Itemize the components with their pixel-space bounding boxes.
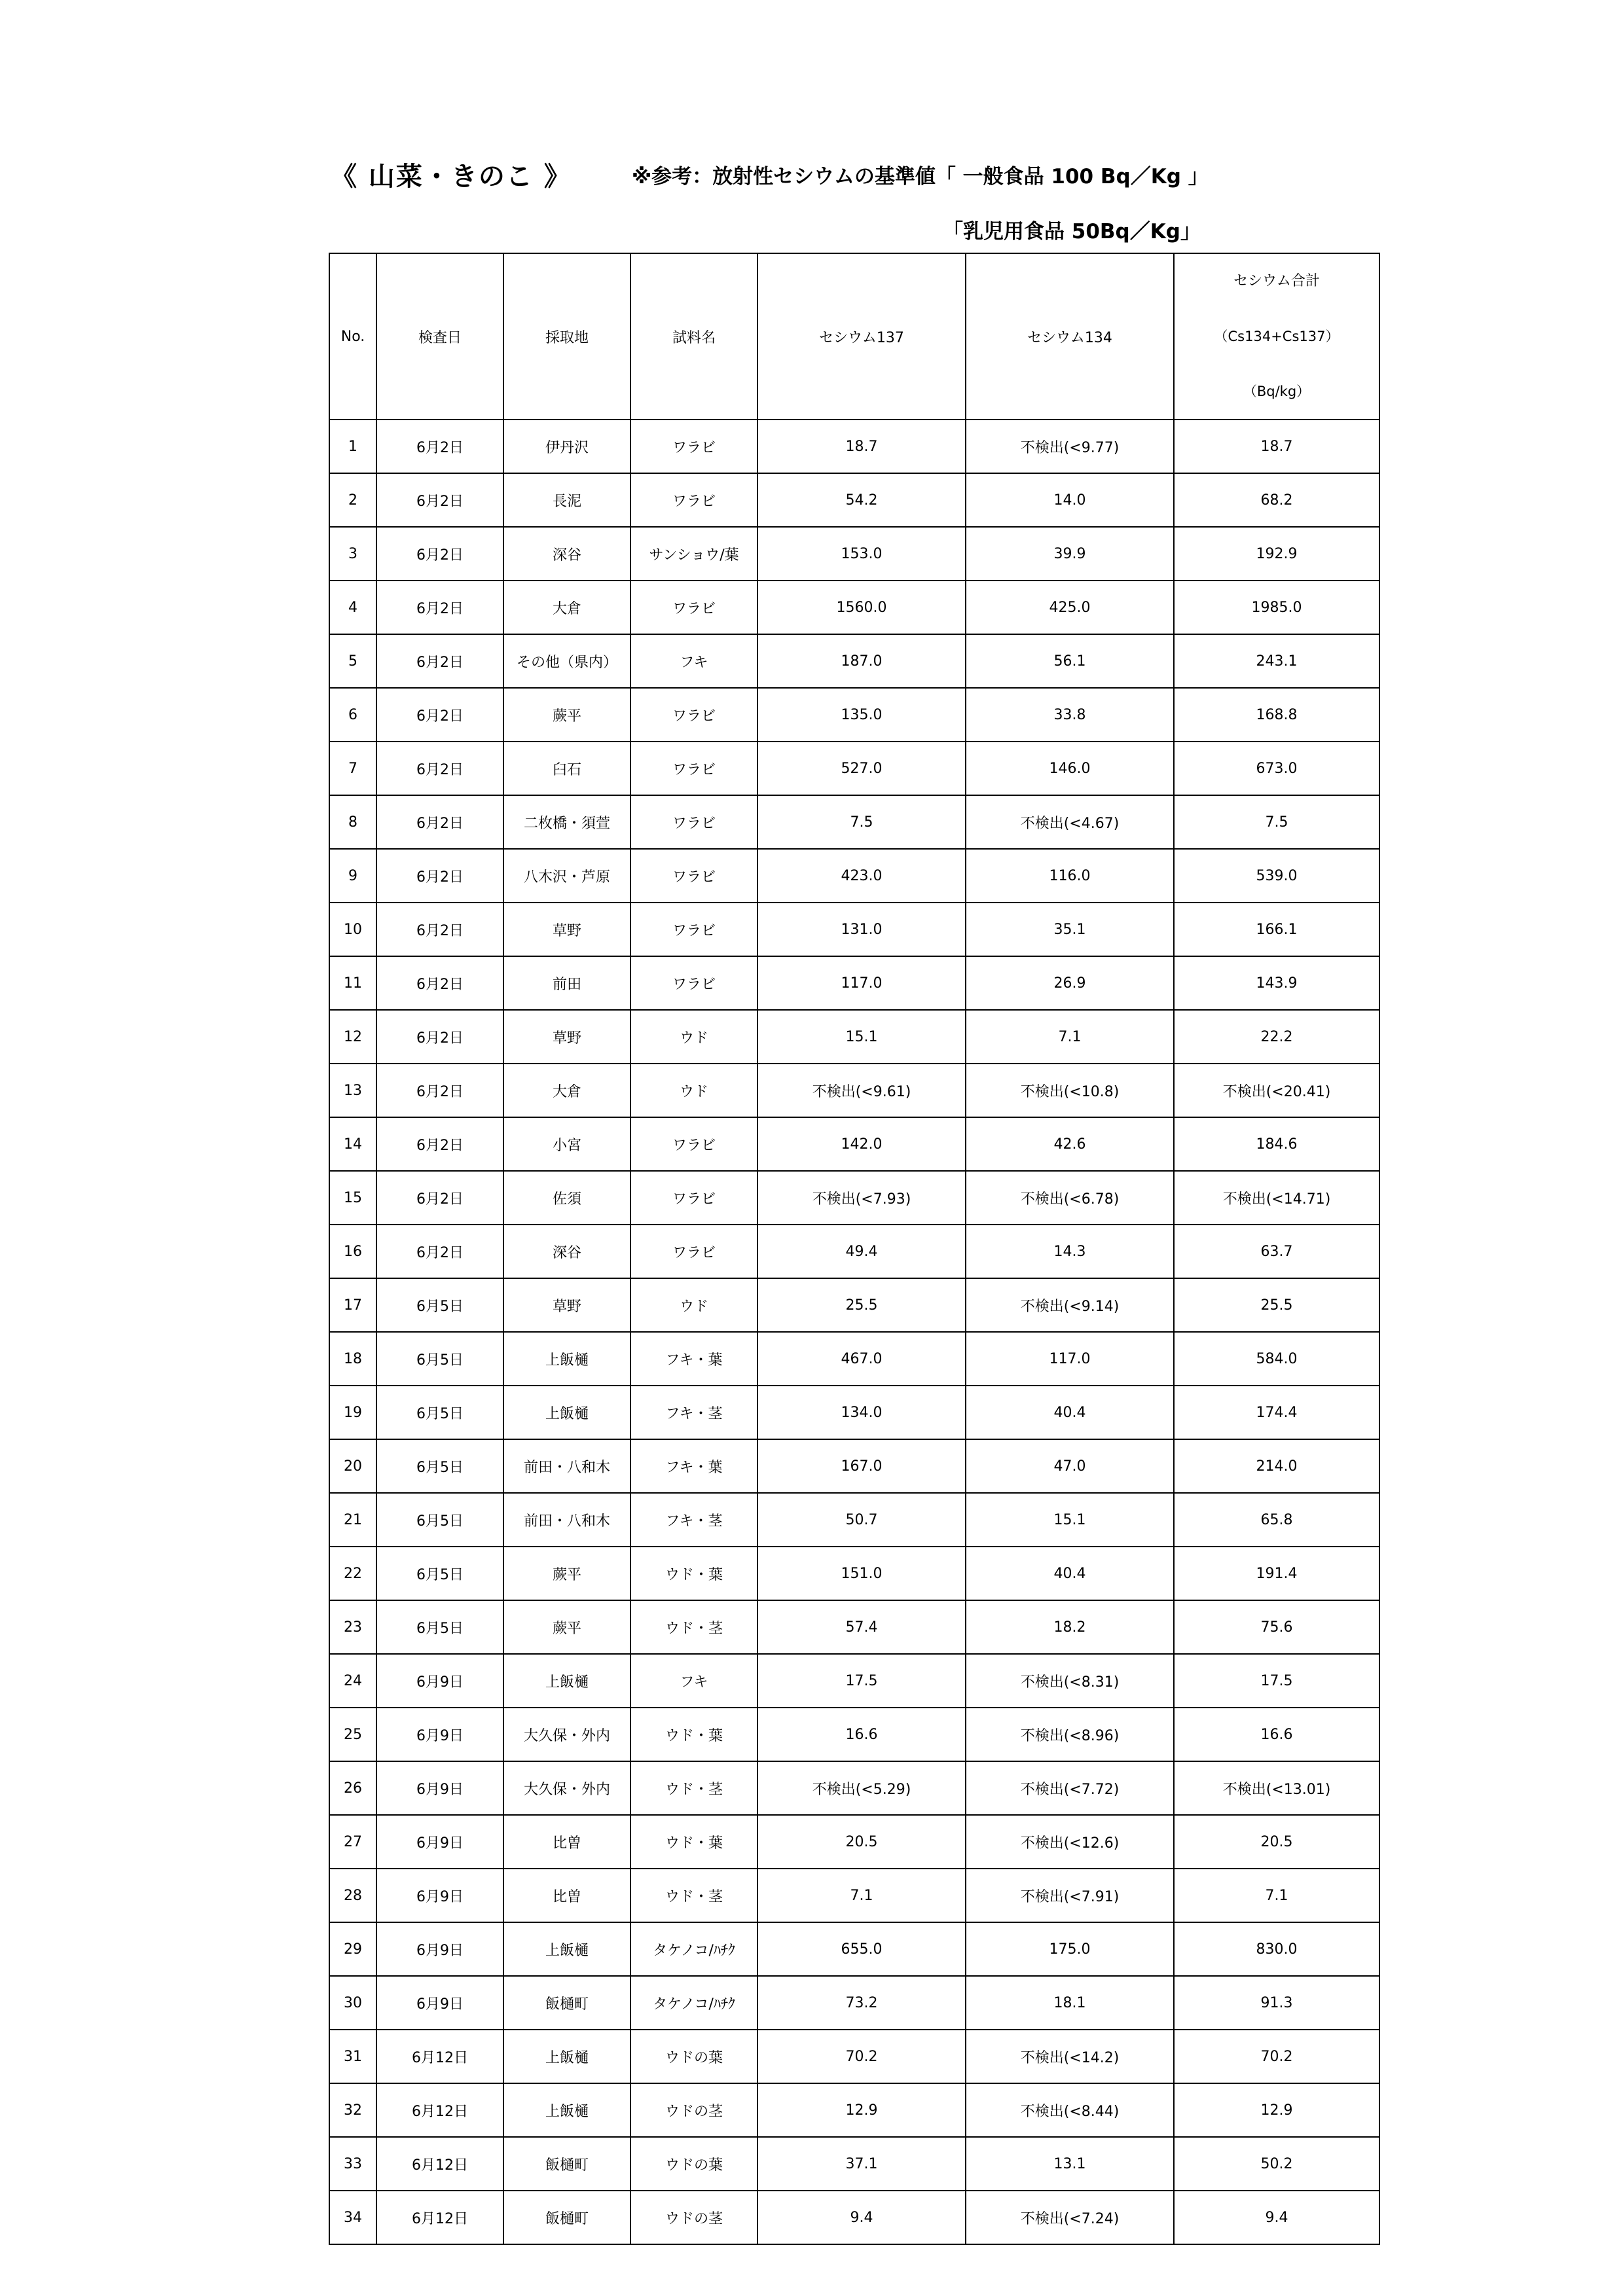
table-row — [329, 1439, 1379, 1493]
cell-cs134: 26.9 — [966, 956, 1174, 1010]
cell-cs137: 12.9 — [757, 2083, 966, 2137]
table-row — [329, 1547, 1379, 1600]
cell-date: 6月2日 — [376, 581, 503, 634]
cell-cs137: 15.1 — [757, 1010, 966, 1064]
cell-sample: ウド・葉 — [630, 1708, 757, 1761]
table-body — [329, 420, 1379, 2244]
header-row — [329, 253, 1379, 420]
cell-cs134: 7.1 — [966, 1010, 1174, 1064]
table-row — [329, 1171, 1379, 1225]
cell-place: 上飯樋 — [503, 2083, 630, 2137]
cell-date: 6月12日 — [376, 2137, 503, 2191]
cell-date: 6月5日 — [376, 1547, 503, 1600]
cell-no: 29 — [329, 1922, 376, 1976]
cell-cs134: 40.4 — [966, 1386, 1174, 1439]
cell-date: 6月5日 — [376, 1493, 503, 1547]
table-row — [329, 742, 1379, 795]
cell-cs137: 151.0 — [757, 1547, 966, 1600]
cell-no: 26 — [329, 1761, 376, 1815]
cell-date: 6月2日 — [376, 1117, 503, 1171]
cell-total: 184.6 — [1174, 1117, 1379, 1171]
cell-cs137: 49.4 — [757, 1225, 966, 1278]
cell-no: 2 — [329, 473, 376, 527]
cell-date: 6月9日 — [376, 1654, 503, 1708]
cell-date: 6月2日 — [376, 527, 503, 581]
cell-no: 33 — [329, 2137, 376, 2191]
cell-total: 214.0 — [1174, 1439, 1379, 1493]
cell-cs134: 13.1 — [966, 2137, 1174, 2191]
cell-sample: ウド・茎 — [630, 1869, 757, 1922]
cell-total: 91.3 — [1174, 1976, 1379, 2030]
cell-cs137: 不検出(<5.29) — [757, 1761, 966, 1815]
cell-no: 24 — [329, 1654, 376, 1708]
cell-sample: フキ・茎 — [630, 1386, 757, 1439]
cell-sample: ウドの葉 — [630, 2137, 757, 2191]
cell-total: 63.7 — [1174, 1225, 1379, 1278]
cell-cs134: 175.0 — [966, 1922, 1174, 1976]
cell-cs137: 467.0 — [757, 1332, 966, 1386]
cell-total: 7.1 — [1174, 1869, 1379, 1922]
cell-cs137: 142.0 — [757, 1117, 966, 1171]
header-no: No. — [329, 253, 376, 420]
cell-cs134: 35.1 — [966, 903, 1174, 956]
cell-place: 上飯樋 — [503, 1386, 630, 1439]
cell-cs137: 117.0 — [757, 956, 966, 1010]
table-row — [329, 1761, 1379, 1815]
cell-no: 19 — [329, 1386, 376, 1439]
cell-total: 143.9 — [1174, 956, 1379, 1010]
cell-sample: サンショウ/葉 — [630, 527, 757, 581]
cell-total: 166.1 — [1174, 903, 1379, 956]
table-row — [329, 1332, 1379, 1386]
table-row — [329, 581, 1379, 634]
cell-total: 168.8 — [1174, 688, 1379, 742]
cell-no: 34 — [329, 2191, 376, 2244]
cell-date: 6月2日 — [376, 473, 503, 527]
cell-place: 上飯樋 — [503, 1922, 630, 1976]
cell-cs137: 135.0 — [757, 688, 966, 742]
cell-cs137: 7.5 — [757, 795, 966, 849]
cell-cs137: 423.0 — [757, 849, 966, 903]
table-row — [329, 1922, 1379, 1976]
cell-cs134: 不検出(<12.6) — [966, 1815, 1174, 1869]
cell-cs134: 33.8 — [966, 688, 1174, 742]
cell-cs134: 116.0 — [966, 849, 1174, 903]
cell-sample: ワラビ — [630, 1171, 757, 1225]
header-total-title: セシウム合計 — [1233, 273, 1320, 289]
cell-sample: ワラビ — [630, 688, 757, 742]
cell-cs134: 不検出(<9.14) — [966, 1278, 1174, 1332]
cell-place: 上飯樋 — [503, 1332, 630, 1386]
table-row — [329, 795, 1379, 849]
cell-cs137: 不検出(<7.93) — [757, 1171, 966, 1225]
cell-total: 17.5 — [1174, 1654, 1379, 1708]
cell-sample: フキ — [630, 1654, 757, 1708]
cell-date: 6月2日 — [376, 1171, 503, 1225]
cell-date: 6月2日 — [376, 742, 503, 795]
cell-total: 191.4 — [1174, 1547, 1379, 1600]
cell-total: 174.4 — [1174, 1386, 1379, 1439]
cell-cs134: 不検出(<8.44) — [966, 2083, 1174, 2137]
table-row — [329, 2191, 1379, 2244]
cell-date: 6月2日 — [376, 634, 503, 688]
cell-sample: ウド・葉 — [630, 1815, 757, 1869]
cell-cs134: 不検出(<7.91) — [966, 1869, 1174, 1922]
cell-place: 大久保・外内 — [503, 1708, 630, 1761]
cell-date: 6月9日 — [376, 1761, 503, 1815]
cell-total: 192.9 — [1174, 527, 1379, 581]
table-row — [329, 1493, 1379, 1547]
cell-sample: ワラビ — [630, 795, 757, 849]
cell-date: 6月2日 — [376, 1010, 503, 1064]
cell-date: 6月9日 — [376, 1815, 503, 1869]
cell-date: 6月2日 — [376, 1225, 503, 1278]
cell-cs137: 73.2 — [757, 1976, 966, 2030]
cell-total: 16.6 — [1174, 1708, 1379, 1761]
cell-total: 830.0 — [1174, 1922, 1379, 1976]
cell-sample: ウド・茎 — [630, 1761, 757, 1815]
reference-note: ※参考：放射性セシウムの基準値「 一般食品 100 Bq／Kg 」 — [632, 165, 1209, 188]
cell-no: 16 — [329, 1225, 376, 1278]
cell-cs137: 131.0 — [757, 903, 966, 956]
cell-cs134: 不検出(<9.77) — [966, 420, 1174, 473]
cell-cs134: 不検出(<7.72) — [966, 1761, 1174, 1815]
header-place: 採取地 — [503, 253, 630, 420]
header-cs137: セシウム137 — [757, 253, 966, 420]
cell-place: 草野 — [503, 1278, 630, 1332]
cell-no: 17 — [329, 1278, 376, 1332]
cell-place: 比曽 — [503, 1815, 630, 1869]
cell-total: 不検出(<13.01) — [1174, 1761, 1379, 1815]
cell-no: 6 — [329, 688, 376, 742]
cell-place: 比曽 — [503, 1869, 630, 1922]
cell-total: 20.5 — [1174, 1815, 1379, 1869]
cell-sample: ワラビ — [630, 742, 757, 795]
table-row — [329, 1225, 1379, 1278]
cell-no: 9 — [329, 849, 376, 903]
cell-cs134: 14.0 — [966, 473, 1174, 527]
header-date: 検査日 — [376, 253, 503, 420]
cell-no: 8 — [329, 795, 376, 849]
cell-sample: ワラビ — [630, 1117, 757, 1171]
cell-place: 上飯樋 — [503, 2030, 630, 2083]
cell-place: 飯樋町 — [503, 1976, 630, 2030]
cell-date: 6月2日 — [376, 1064, 503, 1117]
cell-date: 6月12日 — [376, 2191, 503, 2244]
cell-cs137: 不検出(<9.61) — [757, 1064, 966, 1117]
cell-sample: ウド — [630, 1064, 757, 1117]
cell-total: 25.5 — [1174, 1278, 1379, 1332]
cell-sample: フキ — [630, 634, 757, 688]
cell-place: 深谷 — [503, 527, 630, 581]
cell-no: 23 — [329, 1600, 376, 1654]
cell-total: 68.2 — [1174, 473, 1379, 527]
cell-no: 30 — [329, 1976, 376, 2030]
cell-no: 31 — [329, 2030, 376, 2083]
cell-cs137: 70.2 — [757, 2030, 966, 2083]
cell-sample: ウドの葉 — [630, 2030, 757, 2083]
table-row — [329, 1976, 1379, 2030]
cell-no: 3 — [329, 527, 376, 581]
cell-no: 22 — [329, 1547, 376, 1600]
cell-place: 佐須 — [503, 1171, 630, 1225]
cell-place: 蕨平 — [503, 1547, 630, 1600]
cell-no: 28 — [329, 1869, 376, 1922]
cell-sample: タケノコ/ﾊﾁｸ — [630, 1976, 757, 2030]
cell-no: 20 — [329, 1439, 376, 1493]
cell-date: 6月5日 — [376, 1439, 503, 1493]
cell-place: 前田 — [503, 956, 630, 1010]
cell-no: 18 — [329, 1332, 376, 1386]
table-row — [329, 688, 1379, 742]
cell-sample: ウド・茎 — [630, 1600, 757, 1654]
table-row — [329, 1654, 1379, 1708]
cell-place: 草野 — [503, 903, 630, 956]
cell-cs137: 25.5 — [757, 1278, 966, 1332]
cell-cs137: 167.0 — [757, 1439, 966, 1493]
cell-place: 二枚橋・須萱 — [503, 795, 630, 849]
cell-total: 12.9 — [1174, 2083, 1379, 2137]
cell-place: 上飯樋 — [503, 1654, 630, 1708]
cell-cs137: 37.1 — [757, 2137, 966, 2191]
cell-sample: タケノコ/ﾊﾁｸ — [630, 1922, 757, 1976]
cell-no: 4 — [329, 581, 376, 634]
cell-total: 1985.0 — [1174, 581, 1379, 634]
cell-place: 臼石 — [503, 742, 630, 795]
table-row — [329, 1386, 1379, 1439]
cell-cs134: 不検出(<14.2) — [966, 2030, 1174, 2083]
cell-place: 小宮 — [503, 1117, 630, 1171]
cell-no: 32 — [329, 2083, 376, 2137]
cell-cs137: 16.6 — [757, 1708, 966, 1761]
table-row — [329, 1278, 1379, 1332]
cell-place: 大倉 — [503, 1064, 630, 1117]
cell-date: 6月2日 — [376, 420, 503, 473]
cell-no: 27 — [329, 1815, 376, 1869]
cell-cs137: 527.0 — [757, 742, 966, 795]
cell-sample: ウドの茎 — [630, 2191, 757, 2244]
cell-total: 9.4 — [1174, 2191, 1379, 2244]
cell-place: 前田・八和木 — [503, 1493, 630, 1547]
cell-place: 大久保・外内 — [503, 1761, 630, 1815]
cell-sample: ウド — [630, 1010, 757, 1064]
table-row — [329, 956, 1379, 1010]
table-row — [329, 1064, 1379, 1117]
table-row — [329, 1708, 1379, 1761]
cell-cs134: 不検出(<10.8) — [966, 1064, 1174, 1117]
cell-cs137: 50.7 — [757, 1493, 966, 1547]
cell-sample: ウド — [630, 1278, 757, 1332]
cell-sample: フキ・葉 — [630, 1332, 757, 1386]
cell-sample: ワラビ — [630, 849, 757, 903]
cell-date: 6月2日 — [376, 849, 503, 903]
cell-place: 草野 — [503, 1010, 630, 1064]
cell-cs137: 20.5 — [757, 1815, 966, 1869]
cell-place: 伊丹沢 — [503, 420, 630, 473]
cell-sample: ワラビ — [630, 903, 757, 956]
cell-place: 八木沢・芦原 — [503, 849, 630, 903]
cell-cs134: 不検出(<7.24) — [966, 2191, 1174, 2244]
cell-cs137: 134.0 — [757, 1386, 966, 1439]
measurement-table — [329, 253, 1380, 2245]
infant-food-note: 「乳児用食品 50Bq／Kg」 — [943, 220, 1201, 243]
cell-total: 65.8 — [1174, 1493, 1379, 1547]
table-row — [329, 1869, 1379, 1922]
cell-sample: ワラビ — [630, 581, 757, 634]
cell-place: 蕨平 — [503, 688, 630, 742]
header-cs134: セシウム134 — [966, 253, 1174, 420]
cell-cs134: 不検出(<8.31) — [966, 1654, 1174, 1708]
cell-place: 飯樋町 — [503, 2137, 630, 2191]
cell-cs134: 42.6 — [966, 1117, 1174, 1171]
table-row — [329, 1117, 1379, 1171]
cell-sample: ワラビ — [630, 1225, 757, 1278]
cell-place: 長泥 — [503, 473, 630, 527]
cell-date: 6月5日 — [376, 1332, 503, 1386]
cell-total: 18.7 — [1174, 420, 1379, 473]
cell-cs134: 56.1 — [966, 634, 1174, 688]
table-row — [329, 903, 1379, 956]
cell-cs134: 117.0 — [966, 1332, 1174, 1386]
cell-cs137: 153.0 — [757, 527, 966, 581]
cell-date: 6月2日 — [376, 956, 503, 1010]
cell-cs134: 40.4 — [966, 1547, 1174, 1600]
cell-cs137: 54.2 — [757, 473, 966, 527]
cell-cs137: 187.0 — [757, 634, 966, 688]
cell-total: 不検出(<14.71) — [1174, 1171, 1379, 1225]
cell-date: 6月9日 — [376, 1708, 503, 1761]
cell-no: 13 — [329, 1064, 376, 1117]
table-row — [329, 527, 1379, 581]
cell-cs137: 7.1 — [757, 1869, 966, 1922]
cell-cs137: 1560.0 — [757, 581, 966, 634]
cell-total: 75.6 — [1174, 1600, 1379, 1654]
cell-no: 14 — [329, 1117, 376, 1171]
cell-sample: ウドの茎 — [630, 2083, 757, 2137]
cell-cs134: 14.3 — [966, 1225, 1174, 1278]
table-row — [329, 1010, 1379, 1064]
cell-cs134: 18.2 — [966, 1600, 1174, 1654]
cell-sample: ワラビ — [630, 420, 757, 473]
table-row — [329, 2030, 1379, 2083]
cell-cs134: 不検出(<4.67) — [966, 795, 1174, 849]
cell-date: 6月2日 — [376, 903, 503, 956]
cell-cs134: 425.0 — [966, 581, 1174, 634]
cell-no: 10 — [329, 903, 376, 956]
cell-no: 12 — [329, 1010, 376, 1064]
cell-place: 深谷 — [503, 1225, 630, 1278]
cell-cs134: 18.1 — [966, 1976, 1174, 2030]
cell-cs134: 47.0 — [966, 1439, 1174, 1493]
table-row — [329, 849, 1379, 903]
cell-date: 6月9日 — [376, 1922, 503, 1976]
cell-no: 15 — [329, 1171, 376, 1225]
cell-cs137: 18.7 — [757, 420, 966, 473]
cell-cs134: 146.0 — [966, 742, 1174, 795]
cell-cs134: 15.1 — [966, 1493, 1174, 1547]
table-row — [329, 2083, 1379, 2137]
cell-place: 大倉 — [503, 581, 630, 634]
header-total — [1174, 253, 1379, 420]
cell-date: 6月5日 — [376, 1386, 503, 1439]
cell-date: 6月2日 — [376, 795, 503, 849]
cell-no: 7 — [329, 742, 376, 795]
cell-total: 22.2 — [1174, 1010, 1379, 1064]
cell-total: 539.0 — [1174, 849, 1379, 903]
cell-date: 6月5日 — [376, 1600, 503, 1654]
table-row — [329, 473, 1379, 527]
cell-no: 21 — [329, 1493, 376, 1547]
cell-place: 前田・八和木 — [503, 1439, 630, 1493]
page-title: 《 山菜・きのこ 》 — [331, 162, 572, 192]
cell-cs134: 不検出(<6.78) — [966, 1171, 1174, 1225]
cell-date: 6月5日 — [376, 1278, 503, 1332]
table-row — [329, 2137, 1379, 2191]
table-row — [329, 420, 1379, 473]
cell-date: 6月9日 — [376, 1976, 503, 2030]
header-sample: 試料名 — [630, 253, 757, 420]
cell-cs134: 39.9 — [966, 527, 1174, 581]
cell-cs137: 57.4 — [757, 1600, 966, 1654]
table-row — [329, 634, 1379, 688]
cell-total: 243.1 — [1174, 634, 1379, 688]
cell-total: 584.0 — [1174, 1332, 1379, 1386]
cell-no: 1 — [329, 420, 376, 473]
cell-total: 不検出(<20.41) — [1174, 1064, 1379, 1117]
cell-cs137: 9.4 — [757, 2191, 966, 2244]
cell-place: その他（県内） — [503, 634, 630, 688]
cell-date: 6月12日 — [376, 2083, 503, 2137]
cell-total: 673.0 — [1174, 742, 1379, 795]
header-total-formula: （Cs134+Cs137） — [1214, 329, 1340, 344]
cell-place: 飯樋町 — [503, 2191, 630, 2244]
cell-sample: ワラビ — [630, 956, 757, 1010]
cell-total: 50.2 — [1174, 2137, 1379, 2191]
cell-cs137: 655.0 — [757, 1922, 966, 1976]
cell-no: 25 — [329, 1708, 376, 1761]
cell-date: 6月2日 — [376, 688, 503, 742]
cell-no: 5 — [329, 634, 376, 688]
cell-no: 11 — [329, 956, 376, 1010]
cell-date: 6月12日 — [376, 2030, 503, 2083]
table-row — [329, 1600, 1379, 1654]
cell-cs137: 17.5 — [757, 1654, 966, 1708]
cell-cs134: 不検出(<8.96) — [966, 1708, 1174, 1761]
header-total-unit: （Bq/kg） — [1243, 384, 1311, 399]
table-row — [329, 1815, 1379, 1869]
cell-total: 70.2 — [1174, 2030, 1379, 2083]
cell-sample: フキ・茎 — [630, 1493, 757, 1547]
cell-sample: フキ・葉 — [630, 1439, 757, 1493]
cell-date: 6月9日 — [376, 1869, 503, 1922]
cell-place: 蕨平 — [503, 1600, 630, 1654]
cell-total: 7.5 — [1174, 795, 1379, 849]
cell-sample: ウド・葉 — [630, 1547, 757, 1600]
cell-sample: ワラビ — [630, 473, 757, 527]
